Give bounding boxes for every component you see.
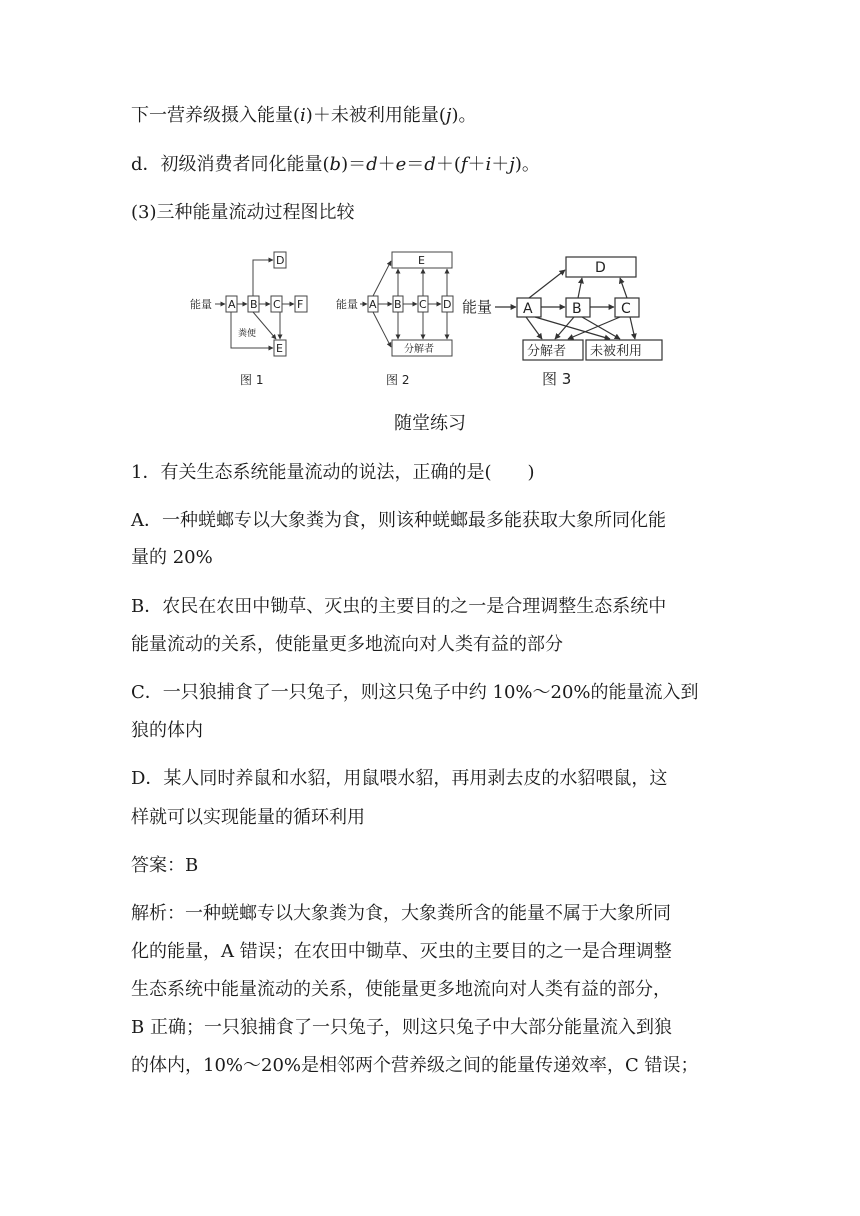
fig3-node-b: B: [572, 301, 582, 317]
figure-3: [462, 257, 662, 388]
fig1-node-c: C: [273, 298, 281, 311]
fig3-source-label: 能量: [462, 298, 493, 316]
fig1-node-e: E: [276, 342, 283, 355]
formula-text: )。: [514, 154, 540, 175]
energy-flow-figures: [190, 248, 680, 398]
fig2-node-d: D: [443, 298, 452, 311]
fig3-node-c: C: [621, 301, 631, 317]
fig2-bottom-label: 分解者: [404, 344, 434, 355]
formula-text: )。: [451, 105, 477, 126]
formula-text: ＝: [406, 154, 425, 175]
analysis-line-4: B 正确；一只狼捕食了一只兔子，则这只兔子中大部分能量流入到狼: [131, 1017, 672, 1038]
option-b-line-2: 能量流动的关系，使能量更多地流向对人类有益的部分: [131, 634, 563, 655]
var-i: i: [485, 154, 492, 175]
fig1-node-f: F: [297, 298, 304, 311]
var-d: d: [366, 154, 378, 175]
fig2-top-label: E: [418, 254, 425, 267]
fig2-node-b: B: [394, 298, 402, 311]
formula-text: ＋: [467, 154, 486, 175]
option-d-line-2: 样就可以实现能量的循环利用: [131, 807, 365, 828]
fig3-unused-label: 未被利用: [590, 344, 643, 359]
var-f: f: [460, 154, 468, 175]
formula-text: )＋未被利用能量(: [305, 105, 446, 126]
var-d: d: [424, 154, 436, 175]
option-d-line-1: D．某人同时养鼠和水貂，用鼠喂水貂，再用剥去皮的水貂喂鼠，这: [131, 768, 668, 789]
formula-text: )＝: [341, 154, 367, 175]
answer: 答案：B: [131, 855, 199, 876]
analysis-line-3: 生态系统中能量流动的关系，使能量更多地流向对人类有益的部分，: [131, 979, 671, 1000]
option-b-line-1: B．农民在农田中锄草、灭虫的主要目的之一是合理调整生态系统中: [131, 596, 667, 617]
fig1-source-label: 能量: [190, 298, 212, 311]
fig3-top-label: D: [595, 260, 606, 276]
fig1-caption: 图 1: [240, 373, 264, 387]
analysis-line-2: 化的能量，A 错误；在农田中锄草、灭虫的主要目的之一是合理调整: [131, 941, 672, 962]
fig3-node-a: A: [523, 301, 533, 317]
fig2-node-a: A: [369, 298, 377, 311]
var-e: e: [395, 154, 407, 175]
figure-2: [336, 252, 453, 387]
fig1-edge-label: 粪便: [238, 329, 257, 339]
formula-text: ＋: [491, 154, 510, 175]
fig2-caption: 图 2: [386, 373, 410, 387]
option-c-line-2: 狼的体内: [131, 720, 203, 741]
fig2-source-label: 能量: [336, 298, 358, 311]
var-b: b: [329, 154, 342, 175]
formula-text: ＋: [377, 154, 396, 175]
option-a-line-2: 量的 20%: [131, 547, 213, 568]
var-j: j: [445, 105, 452, 126]
option-c-line-1: C．一只狼捕食了一只兔子，则这只兔子中约 10%～20%的能量流入到: [131, 682, 699, 703]
question-stem: 1．有关生态系统能量流动的说法，正确的是( ): [131, 462, 535, 483]
practice-title: 随堂练习: [394, 413, 466, 434]
option-a-line-1: A．一种蜣螂专以大象粪为食，则该种蜣螂最多能获取大象所同化能: [131, 510, 666, 531]
formula-line-2: [131, 153, 741, 177]
var-i: i: [300, 105, 306, 126]
formula-line-1: [131, 104, 741, 128]
formula-text: ＋(: [435, 154, 461, 175]
fig2-node-c: C: [419, 298, 427, 311]
fig3-caption: 图 3: [542, 370, 572, 388]
fig1-node-b: B: [250, 298, 258, 311]
formula-text: d．初级消费者同化能量(: [131, 154, 330, 175]
figure-1: [190, 252, 307, 387]
analysis-line-1: 解析：一种蜣螂专以大象粪为食，大象粪所含的能量不属于大象所同: [131, 903, 671, 924]
section-heading: (3)三种能量流动过程图比较: [131, 202, 355, 223]
fig1-node-a: A: [228, 298, 236, 311]
var-j: j: [509, 154, 515, 175]
analysis-line-5: 的体内，10%～20%是相邻两个营养级之间的能量传递效率，C 错误；: [131, 1055, 699, 1076]
formula-text: 下一营养级摄入能量(: [131, 105, 301, 126]
fig1-node-d: D: [276, 254, 285, 267]
fig3-decomposer-label: 分解者: [527, 344, 567, 359]
